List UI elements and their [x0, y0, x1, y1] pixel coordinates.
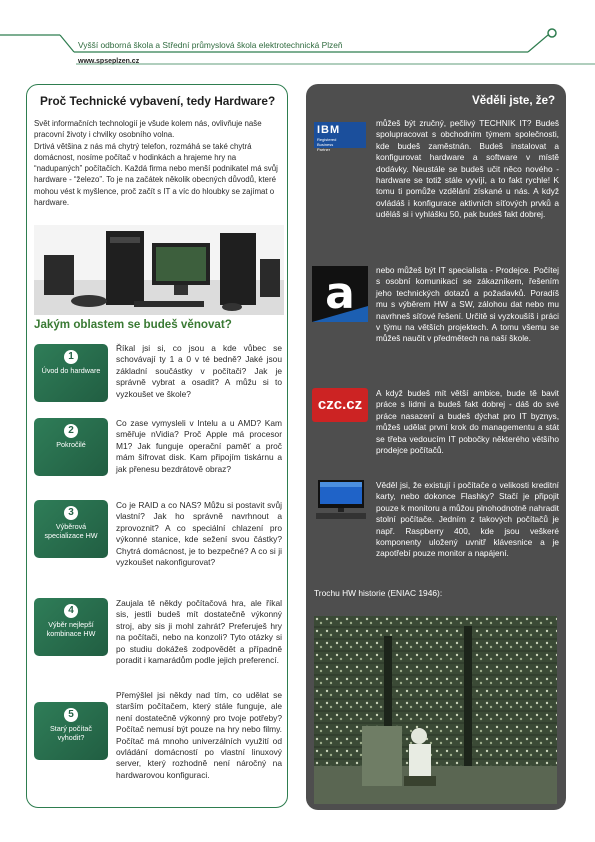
topic-card-5 [34, 702, 108, 760]
alza-logo [312, 266, 368, 322]
topic-text-1: Říkal jsi si, co jsou a kde vůbec se schovávají ty 1 a 0 v té bedně? Jaké jsou základní součástky v počítači? Jak je správně vybrat a osadit? A můžu si to vyzkoušet ve škole? [116, 343, 282, 399]
topic-card-4 [34, 598, 108, 656]
topic-label: Výběrová specializace HW [44, 522, 98, 540]
topic-number: 5 [64, 708, 78, 722]
topic-label: Úvod do hardware [41, 366, 101, 375]
ibm-logo-sub: Registered Business Partner [317, 137, 337, 152]
intro-paragraph-1: Svět informačních technologií je všude kolem nás, ovlivňuje naše pracovní životy i chvilky osobního volna. [34, 119, 262, 140]
school-url[interactable]: www.spseplzen.cz [78, 58, 140, 65]
topic-label: Pokročilé [56, 440, 86, 449]
topic-number: 4 [64, 604, 78, 618]
czc-logo [312, 388, 368, 422]
school-name: Vyšší odborná škola a Střední průmyslová škola elektrotechnická Plzeň [78, 40, 343, 50]
eniac-photo [314, 616, 557, 804]
czc-logo-text: czc.cz [317, 396, 363, 413]
did-you-know-title: Věděli jste, že? [472, 94, 556, 107]
gaming-pc-image [34, 225, 284, 315]
topic-label: Výběr nejlepší kombinace HW [46, 620, 96, 638]
ibm-logo [314, 122, 366, 152]
intro-paragraph-2: Drtivá většina z nás má chytrý telefon, rozmáhá se také chytrá domácnost, nosíme počítač v hodinkách a hrajeme hry na “nadupaných” počítačích. Každá firma nebo menší podnikatel má svůj hardware - “železo”. To je na začátek několik obecných důvodů, které mohou vést k myšlence, proč začít s IT a víc do hloubky se zajímat o hardware. [34, 141, 278, 208]
topic-card-1 [34, 344, 108, 402]
topic-text-4: Zaujala tě někdy počítačová hra, ale říkal sis, jestli budeš mít dostatečně výkonný stroj, aby sis ji mohl zahrát? Preferuješ hry na počítači, nebo na konzoli? Tyto otázky si po studiu dokážeš zodpovědět a případně poradit i kamarádům podle jejich preferencí. [116, 598, 282, 666]
topic-number: 2 [64, 424, 78, 438]
topic-number: 3 [64, 506, 78, 520]
question-title: Proč Technické vybavení, tedy Hardware? [40, 94, 276, 108]
intro-text [34, 118, 282, 208]
header-circuit-line [0, 26, 595, 66]
areas-title: Jakým oblastem se budeš věnovat? [34, 318, 232, 331]
ibm-text: můžeš být zručný, pečlivý TECHNIK IT? Budeš spolupracovat s obchodním týmem společnosti, kde budeš zaměstnán. Budeš instalovat a konfigurovat hardware a software v místě dodávky. Neustále se budeš učit něco nového - hardware se totiž stále vyvíjí, a to fakt rychle! K tomu ti pomůže vzdělání získané u nás. A když ovládáš i konfigurace aktivních síťových prvků a uděláš si i vyhlášku 50, pak budeš fakt dobrej. [376, 118, 559, 220]
history-label: Trochu HW historie (ENIAC 1946): [314, 588, 443, 598]
pc-text: Věděl jsi, že existují i počítače o velikosti kreditní karty, nebo dokonce Flashky? Stačí je připojit pouze k monitoru a můžou plnohodnotně nahradit stolní počítače. Jedním z takových počítačů je např. Raspberry 400, kde jsou veškeré komponenty uložený uvnitř klávesnice a je zapotřebí pouze monitor a napájení. [376, 480, 559, 559]
topic-text-2: Co zase vymysleli v Intelu a u AMD? Kam směřuje nVidia? Proč Apple má procesor M1? Jak funguje operační paměť a proč mám šifrovat disk. Kam připojím tiskárnu a jak přenesu bezdrátově obraz? [116, 418, 282, 474]
topic-card-2 [34, 418, 108, 476]
topic-card-3 [34, 500, 108, 558]
czc-text: A když budeš mít větší ambice, bude tě bavit práce s lidmi a budeš fakt dobrej - dáš do své práce nasazení a budeš dýchat pro IT byznys, můžeš udělat první krok do managementu a stát se třeba vedoucím IT pobočky některého většího prodejce počítačů. [376, 388, 559, 456]
alza-logo-letter: a [325, 268, 355, 319]
topic-text-3: Co je RAID a co NAS? Můžu si postavit svůj vlastní? Jak ho správně navrhnout a zprovoznit? A co speciální chlazení pro výkonné stanice, kde sežení svou částky? Chytrá domácnost, je to bezpečné? A co si ji vyzkoušet nakonfigurovat? [116, 500, 282, 568]
alza-text: nebo můžeš být IT specialista - Prodejce. Počítej s osobní komunikací se zákazníkem, řešením jeho technických dotazů a požadavků. Poradíš mu s výběrem HW a SW, zálohou dat nebo mu navrhneš síťové řešení. Určitě si vyzkoušíš i práci v týmu na větších projektech. A tomu všemu se můžeš naučit v předmětech na naší škole. [376, 265, 559, 344]
ibm-logo-text: IBM [317, 124, 341, 136]
topic-text-5: Přemýšlel jsi někdy nad tím, co udělat se starším počítačem, který stále funguje, ale není dostatečně výkonný pro tvoje potřeby? Počítač nemusí být pouze na hry nebo filmy. Počítač má mnoho univerzálních využití od ovládání domácností po vlastní linuxový server, který rozhodně není náročný na hardwarovou konfiguraci. [116, 690, 282, 780]
topic-number: 1 [64, 350, 78, 364]
topic-label: Starý počítač vyhodit? [50, 724, 92, 742]
raspberry-pc-image [314, 480, 368, 520]
